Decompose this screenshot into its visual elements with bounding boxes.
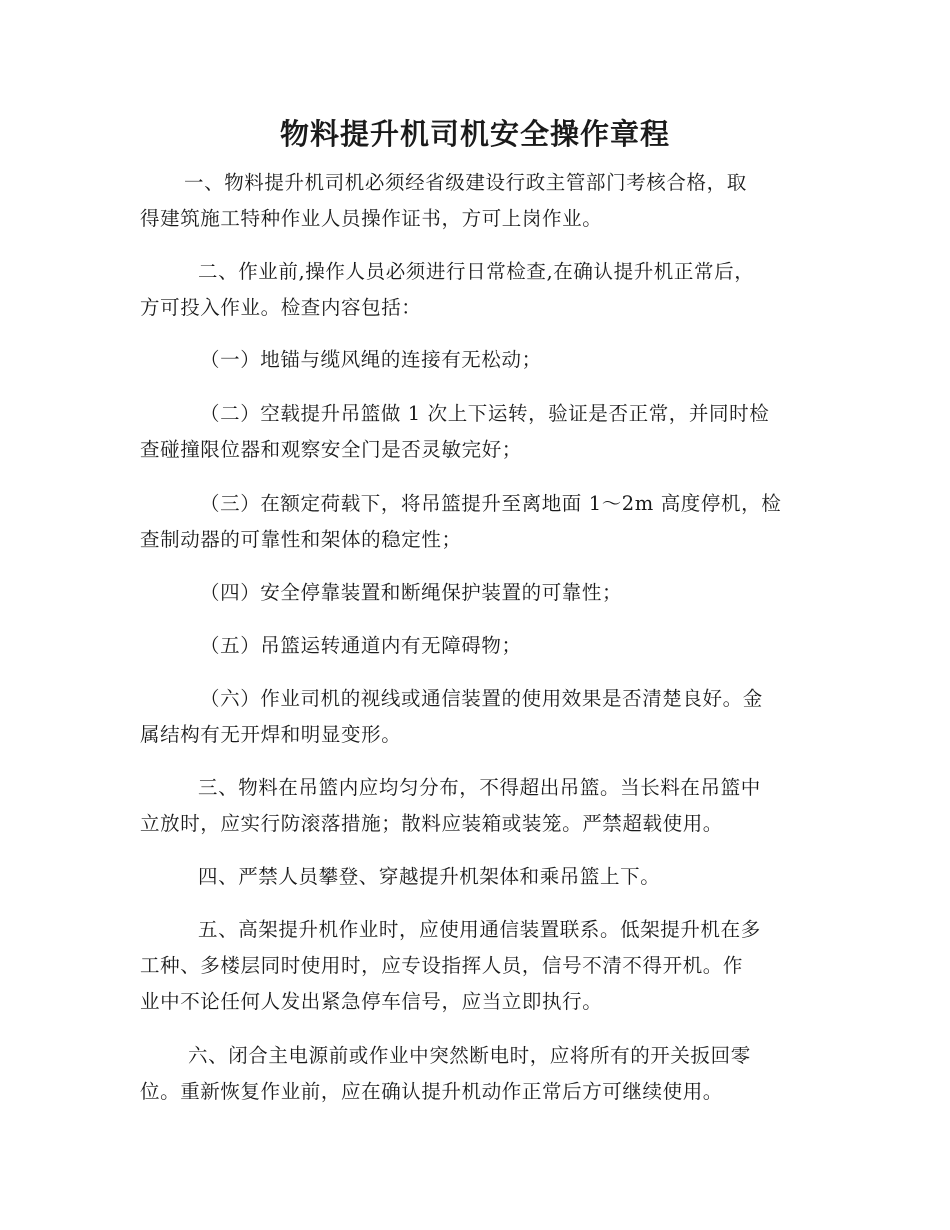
paragraph-line: （一）地锚与缆风绳的连接有无松动； (200, 348, 542, 371)
paragraph-line: 方可投入作业。检查内容包括： (140, 296, 422, 319)
paragraph-line: 得建筑施工特种作业人员操作证书，方可上岗作业。 (140, 207, 603, 230)
paragraph-line: 二、作业前,操作人员必须进行日常检查,在确认提升机正常后， (198, 260, 755, 283)
paragraph-3 (140, 342, 810, 378)
paragraph-7 (140, 628, 810, 664)
paragraph-9 (140, 770, 810, 842)
paragraph-line: 六、闭合主电源前或作业中突然断电时，应将所有的开关扳回零 (188, 1044, 751, 1067)
paragraph-4 (140, 396, 810, 468)
paragraph-line: （六）作业司机的视线或通信装置的使用效果是否清楚良好。金 (200, 687, 763, 710)
paragraph-line: （三）在额定荷载下，将吊篮提升至离地面 1～2m 高度停机，检 (200, 492, 782, 515)
paragraph-5 (140, 486, 810, 558)
paragraph-1 (140, 165, 810, 237)
paragraph-line: 查制动器的可靠性和架体的稳定性； (140, 528, 462, 551)
paragraph-line: 业中不论任何人发出紧急停车信号，应当立即执行。 (140, 990, 603, 1013)
paragraph-line: 立放时，应实行防滚落措施；散料应装箱或装笼。严禁超载使用。 (140, 812, 723, 835)
paragraph-11 (140, 912, 810, 1020)
paragraph-line: 四、严禁人员攀登、穿越提升机架体和乘吊篮上下。 (198, 865, 661, 888)
paragraph-6 (140, 575, 810, 611)
paragraph-line: （五）吊篮运转通道内有无障碍物； (200, 634, 522, 657)
paragraph-8 (140, 681, 810, 753)
paragraph-line: （四）安全停靠装置和断绳保护装置的可靠性； (200, 581, 623, 604)
paragraph-2 (140, 254, 810, 326)
paragraph-line: 工种、多楼层同时使用时，应专设指挥人员，信号不清不得开机。作 (140, 954, 744, 977)
paragraph-line: 位。重新恢复作业前，应在确认提升机动作正常后方可继续使用。 (140, 1080, 723, 1103)
paragraph-line: 三、物料在吊篮内应均匀分布，不得超出吊篮。当长料在吊篮中 (198, 776, 761, 799)
paragraph-line: 五、高架提升机作业时，应使用通信装置联系。低架提升机在多 (198, 918, 761, 941)
paragraph-line: 属结构有无开焊和明显变形。 (140, 723, 402, 746)
paragraph-12 (140, 1038, 810, 1110)
paragraph-line: （二）空载提升吊篮做 1 次上下运转，验证是否正常，并同时检 (200, 402, 770, 425)
page-title: 物料提升机司机安全操作章程 (279, 117, 670, 151)
paragraph-10 (140, 859, 810, 895)
paragraph-line: 查碰撞限位器和观察安全门是否灵敏完好； (140, 438, 522, 461)
paragraph-line: 一、物料提升机司机必须经省级建设行政主管部门考核合格，取 (184, 171, 747, 194)
